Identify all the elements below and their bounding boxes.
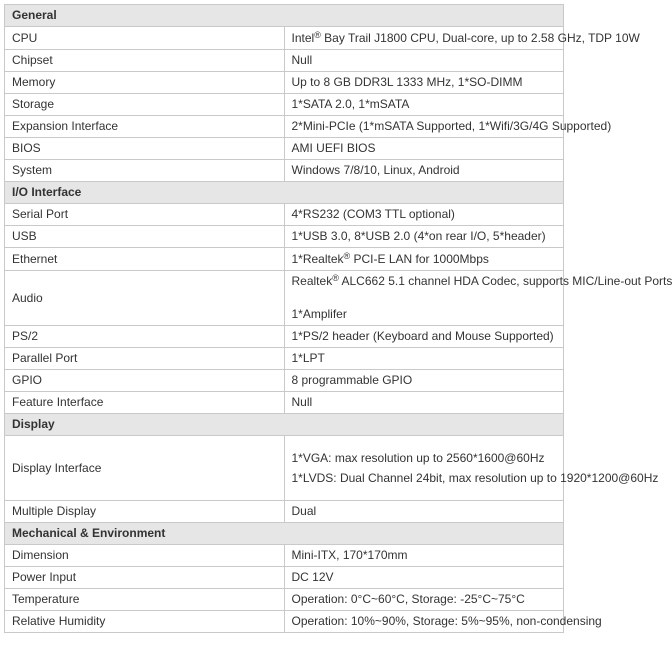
spec-value: AMI UEFI BIOS xyxy=(284,138,564,160)
spec-row-serial-port xyxy=(5,204,564,226)
spec-value: 1*SATA 2.0, 1*mSATA xyxy=(284,94,564,116)
spec-value: DC 12V xyxy=(284,567,564,589)
spec-label: Audio xyxy=(5,271,285,326)
spec-label: Multiple Display xyxy=(5,501,285,523)
spec-value: 2*Mini-PCIe (1*mSATA Supported, 1*Wifi/3G/4G Supported) xyxy=(284,116,564,138)
spec-label: CPU xyxy=(5,27,285,50)
spec-value: 8 programmable GPIO xyxy=(284,370,564,392)
spec-row-multiple-display xyxy=(5,501,564,523)
section-title: General xyxy=(5,5,564,27)
registered-mark: ® xyxy=(314,29,321,40)
spec-value xyxy=(284,27,640,50)
spec-label: Chipset xyxy=(5,50,285,72)
spec-value: Dual xyxy=(284,501,564,523)
spec-label: Temperature xyxy=(5,589,285,611)
spec-label: Dimension xyxy=(5,545,285,567)
spec-label: Display Interface xyxy=(5,436,285,501)
spec-value: 1*LPT xyxy=(284,348,564,370)
spec-table xyxy=(4,4,672,633)
spec-value-pre: Realtek xyxy=(291,274,333,288)
spec-label: Feature Interface xyxy=(5,392,285,414)
section-header-mechanical-environment xyxy=(5,523,564,545)
spec-row-audio xyxy=(5,271,564,326)
spec-value: Null xyxy=(284,50,564,72)
spec-row-usb xyxy=(5,226,564,248)
section-title: I/O Interface xyxy=(5,182,564,204)
section-header-general xyxy=(5,5,564,27)
spec-value-post: PCI-E LAN for 1000Mbps xyxy=(350,251,489,266)
spec-row-ps2 xyxy=(5,326,564,348)
spec-label: BIOS xyxy=(5,138,285,160)
spec-label: GPIO xyxy=(5,370,285,392)
spec-row-memory xyxy=(5,72,564,94)
spec-value-line: 1*Amplifer xyxy=(291,307,347,321)
spec-value: Windows 7/8/10, Linux, Android xyxy=(284,160,564,182)
spec-value: 1*PS/2 header (Keyboard and Mouse Supported) xyxy=(284,326,564,348)
spec-label: Relative Humidity xyxy=(5,611,285,633)
spec-row-dimension xyxy=(5,545,564,567)
spec-value: Operation: 10%~90%, Storage: 5%~95%, non-condensing xyxy=(284,611,564,633)
spec-value-line xyxy=(291,273,672,289)
spec-label: System xyxy=(5,160,285,182)
spec-value-pre: Intel xyxy=(291,30,315,45)
spec-row-expansion-interface xyxy=(5,116,564,138)
spec-row-relative-humidity xyxy=(5,611,564,633)
section-title: Mechanical & Environment xyxy=(5,523,564,545)
spec-row-display-interface xyxy=(5,436,564,501)
spec-value-line: 1*LVDS: Dual Channel 24bit, max resolution up to 1920*1200@60Hz xyxy=(291,471,659,485)
section-header-display xyxy=(5,414,564,436)
spec-value-line: 1*VGA: max resolution up to 2560*1600@60Hz xyxy=(291,451,545,465)
spec-label: Storage xyxy=(5,94,285,116)
spec-row-bios xyxy=(5,138,564,160)
spec-value-post: ALC662 5.1 channel HDA Codec, supports MIC/Line-out Ports xyxy=(338,274,672,288)
spec-value-post: Bay Trail J1800 CPU, Dual-core, up to 2.58 GHz, TDP 10W xyxy=(320,30,640,45)
spec-row-power-input xyxy=(5,567,564,589)
spec-value: Operation: 0°C~60°C, Storage: -25°C~75°C xyxy=(284,589,564,611)
spec-value: Up to 8 GB DDR3L 1333 MHz, 1*SO-DIMM xyxy=(284,72,564,94)
spec-value: 4*RS232 (COM3 TTL optional) xyxy=(284,204,564,226)
spec-row-cpu xyxy=(5,27,564,50)
spec-label: Memory xyxy=(5,72,285,94)
spec-label: PS/2 xyxy=(5,326,285,348)
section-header-io-interface xyxy=(5,182,564,204)
registered-mark: ® xyxy=(332,273,339,283)
spec-row-storage xyxy=(5,94,564,116)
section-title: Display xyxy=(5,414,564,436)
registered-mark: ® xyxy=(343,250,351,261)
spec-row-ethernet xyxy=(5,248,564,271)
spec-label: Expansion Interface xyxy=(5,116,285,138)
spec-value xyxy=(284,436,659,501)
spec-label: Parallel Port xyxy=(5,348,285,370)
spec-row-temperature xyxy=(5,589,564,611)
spec-label: Ethernet xyxy=(5,248,285,271)
spec-label: Power Input xyxy=(5,567,285,589)
spec-row-gpio xyxy=(5,370,564,392)
spec-value: Mini-ITX, 170*170mm xyxy=(284,545,564,567)
spec-value: 1*USB 3.0, 8*USB 2.0 (4*on rear I/O, 5*header) xyxy=(284,226,564,248)
spec-label: Serial Port xyxy=(5,204,285,226)
spec-row-chipset xyxy=(5,50,564,72)
spec-value: Null xyxy=(284,392,564,414)
spec-row-feature-interface xyxy=(5,392,564,414)
spec-value xyxy=(284,271,672,326)
spec-label: USB xyxy=(5,226,285,248)
spec-value-pre: 1*Realtek xyxy=(291,251,344,266)
spec-row-parallel-port xyxy=(5,348,564,370)
spec-row-system xyxy=(5,160,564,182)
spec-value xyxy=(284,248,564,271)
